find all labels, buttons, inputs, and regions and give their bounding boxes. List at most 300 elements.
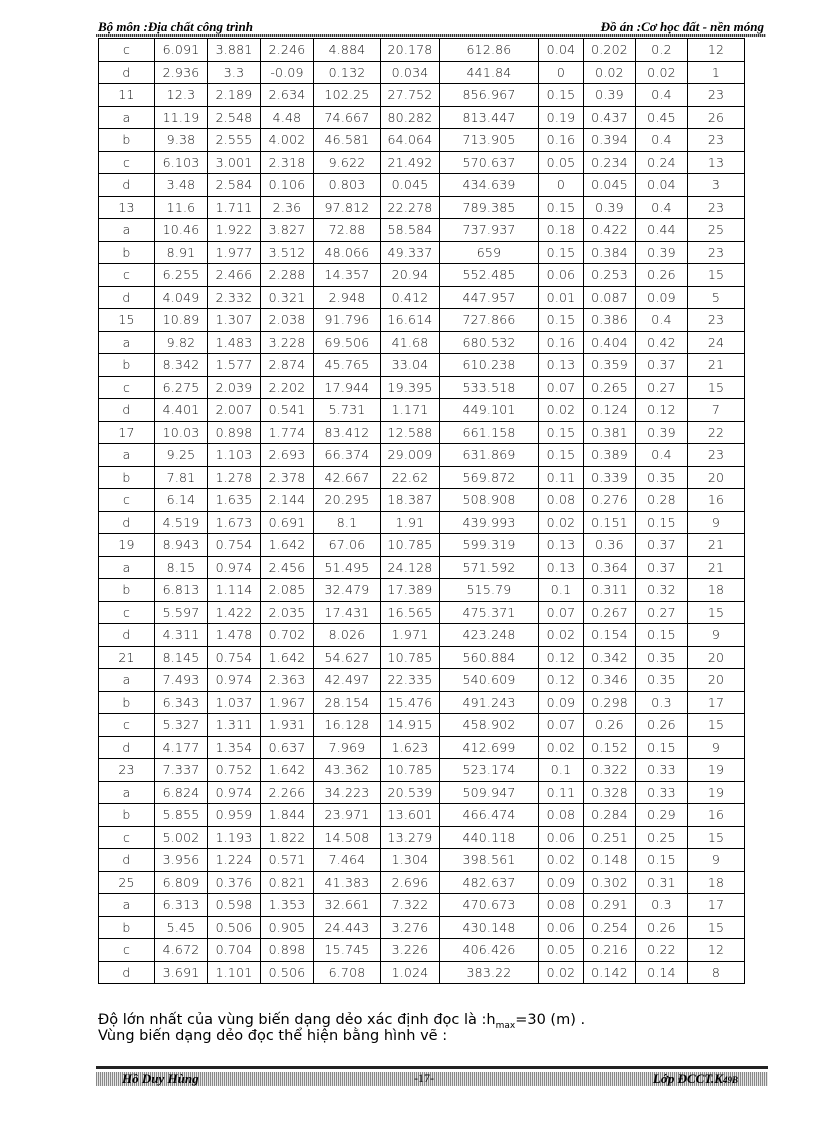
table-cell: c [99,826,155,849]
table-cell: 0.39 [636,241,688,264]
table-cell: 0.11 [539,781,584,804]
table-cell: 0.234 [584,151,636,174]
table-cell: 18 [688,579,745,602]
table-cell: 16 [688,489,745,512]
table-cell: 610.238 [440,354,539,377]
table-cell: 51.495 [314,556,381,579]
table-cell: 7.322 [381,894,440,917]
table-cell: 0.26 [636,714,688,737]
table-cell: 54.627 [314,646,381,669]
table-cell: 0.571 [261,849,314,872]
table-cell: 66.374 [314,444,381,467]
table-cell: 0.4 [636,84,688,107]
table-cell: 1.922 [208,219,261,242]
table-cell: 1.977 [208,241,261,264]
table-cell: 0.291 [584,894,636,917]
table-cell: 0.02 [539,624,584,647]
table-cell: 0.44 [636,219,688,242]
table-cell: 0.412 [381,286,440,309]
table-cell: 447.957 [440,286,539,309]
table-cell: 0.02 [636,61,688,84]
table-cell: c [99,714,155,737]
table-cell: 17.431 [314,601,381,624]
note-max-zone-text: Độ lớn nhất của vùng biến dạng dẻo xác định đọc là :h [98,1012,496,1028]
table-cell: 0.598 [208,894,261,917]
table-cell: 9.25 [155,444,208,467]
table-cell: 9 [688,736,745,759]
table-cell: b [99,466,155,489]
table-cell: 0.07 [539,601,584,624]
table-cell: 15 [688,714,745,737]
table-row [99,174,745,197]
table-cell: 27.752 [381,84,440,107]
table-cell: 540.609 [440,669,539,692]
table-cell: 6.824 [155,781,208,804]
table-cell: 0.148 [584,849,636,872]
table-cell: 9 [688,849,745,872]
table-row [99,106,745,129]
table-cell: 12.588 [381,421,440,444]
table-cell: 17.944 [314,376,381,399]
table-cell: 2.288 [261,264,314,287]
table-cell: 0.311 [584,579,636,602]
table-cell: c [99,376,155,399]
table-row [99,489,745,512]
table-cell: 0.07 [539,376,584,399]
table-cell: 1.103 [208,444,261,467]
table-cell: 5.597 [155,601,208,624]
table-cell: 458.902 [440,714,539,737]
table-cell: 0.08 [539,894,584,917]
table-cell: 0.302 [584,871,636,894]
table-cell: 0.15 [636,624,688,647]
table-cell: 16 [688,804,745,827]
table-row [99,759,745,782]
table-cell: 10.89 [155,309,208,332]
table-cell: 6.255 [155,264,208,287]
table-cell: 8.342 [155,354,208,377]
table-cell: a [99,556,155,579]
table-cell: 18.387 [381,489,440,512]
table-cell: 0.4 [636,444,688,467]
table-cell: 0.132 [314,61,381,84]
table-cell: 523.174 [440,759,539,782]
table-cell: 34.223 [314,781,381,804]
table-row [99,826,745,849]
table-cell: 0.322 [584,759,636,782]
table-cell: 0.15 [539,444,584,467]
table-cell: 737.937 [440,219,539,242]
table-row [99,961,745,984]
table-cell: 15.476 [381,691,440,714]
table-row [99,556,745,579]
table-row [99,624,745,647]
table-cell: 0.4 [636,309,688,332]
table-cell: 0.16 [539,129,584,152]
table-cell: 1.171 [381,399,440,422]
table-cell: 631.869 [440,444,539,467]
table-cell: 0.15 [539,241,584,264]
table-cell: 439.993 [440,511,539,534]
table-cell: 0.298 [584,691,636,714]
header-project: Đồ án :Cơ học đất - nền móng [600,19,764,34]
table-cell: 43.362 [314,759,381,782]
table-cell: c [99,939,155,962]
table-cell: 0.151 [584,511,636,534]
table-cell: 406.426 [440,939,539,962]
table-cell: 0.12 [636,399,688,422]
table-cell: 0.39 [584,196,636,219]
table-cell: 0.35 [636,646,688,669]
table-cell: 72.88 [314,219,381,242]
table-cell: 0.08 [539,489,584,512]
table-cell: 2.246 [261,39,314,62]
table-cell: 15 [99,309,155,332]
table-cell: 20.295 [314,489,381,512]
table-cell: 0.898 [208,421,261,444]
table-cell: 0.754 [208,534,261,557]
table-cell: 13.601 [381,804,440,827]
table-cell: 0.974 [208,669,261,692]
table-cell: 0 [539,61,584,84]
table-cell: 0.42 [636,331,688,354]
table-cell: 0.342 [584,646,636,669]
table-cell: 0.04 [539,39,584,62]
table-cell: 0.087 [584,286,636,309]
table-cell: 2.363 [261,669,314,692]
table-cell: 4.049 [155,286,208,309]
table-cell: 0.702 [261,624,314,647]
table-cell: 533.518 [440,376,539,399]
table-cell: 23 [688,309,745,332]
table-row [99,331,745,354]
table-cell: 449.101 [440,399,539,422]
table-cell: d [99,511,155,534]
table-cell: 41.383 [314,871,381,894]
table-cell: 0.16 [539,331,584,354]
table-cell: 22.335 [381,669,440,692]
table-cell: 0.284 [584,804,636,827]
table-cell: 1.478 [208,624,261,647]
table-cell: 434.639 [440,174,539,197]
table-cell: 0.404 [584,331,636,354]
table-cell: 0.15 [636,849,688,872]
table-cell: 2.693 [261,444,314,467]
table-cell: 0.02 [539,511,584,534]
table-cell: 42.497 [314,669,381,692]
table-cell: 2.696 [381,871,440,894]
table-row [99,354,745,377]
table-cell: 69.506 [314,331,381,354]
page-footer [96,1066,768,1088]
table-cell: d [99,61,155,84]
table-cell: 0.381 [584,421,636,444]
table-cell: 9.622 [314,151,381,174]
table-cell: 0 [539,174,584,197]
table-cell: 0.27 [636,376,688,399]
table-cell: 1.193 [208,826,261,849]
table-cell: 15 [688,601,745,624]
table-cell: 1.353 [261,894,314,917]
table-cell: 1.774 [261,421,314,444]
table-row [99,646,745,669]
table-cell: 0.394 [584,129,636,152]
table-cell: 0.106 [261,174,314,197]
table-cell: 67.06 [314,534,381,557]
table-cell: 0.31 [636,871,688,894]
table-row [99,871,745,894]
table-cell: 20 [688,669,745,692]
table-cell: 3.3 [208,61,261,84]
table-row [99,241,745,264]
table-cell: 5 [688,286,745,309]
table-cell: 16.128 [314,714,381,737]
table-cell: d [99,624,155,647]
table-row [99,466,745,489]
table-cell: d [99,399,155,422]
table-cell: 569.872 [440,466,539,489]
table-cell: 3.956 [155,849,208,872]
table-cell: 0.328 [584,781,636,804]
table-cell: 21.492 [381,151,440,174]
table-cell: 0.28 [636,489,688,512]
table-cell: 1.971 [381,624,440,647]
table-cell: 599.319 [440,534,539,557]
table-cell: 1.673 [208,511,261,534]
table-cell: 4.177 [155,736,208,759]
table-cell: 0.321 [261,286,314,309]
table-cell: a [99,219,155,242]
footer-class-main: Lớp ĐCCT.K [652,1071,723,1086]
table-cell: 58.584 [381,219,440,242]
table-cell: 1.483 [208,331,261,354]
table-cell: 0.959 [208,804,261,827]
table-cell: b [99,241,155,264]
table-cell: a [99,331,155,354]
table-cell: 1.304 [381,849,440,872]
table-cell: 1.635 [208,489,261,512]
table-row [99,804,745,827]
table-cell: 22.62 [381,466,440,489]
table-cell: 17 [99,421,155,444]
table-cell: 1.931 [261,714,314,737]
table-cell: 3 [688,174,745,197]
table-cell: c [99,601,155,624]
table-cell: 0.1 [539,759,584,782]
table-cell: 0.422 [584,219,636,242]
table-cell: 0.01 [539,286,584,309]
table-row [99,601,745,624]
table-cell: 2.039 [208,376,261,399]
table-cell: 20 [688,646,745,669]
table-cell: 15 [688,916,745,939]
table-cell: 3.228 [261,331,314,354]
table-cell: 74.667 [314,106,381,129]
table-cell: d [99,849,155,872]
table-cell: 17 [688,691,745,714]
table-cell: 11 [99,84,155,107]
table-cell: 0.124 [584,399,636,422]
table-cell: 14.357 [314,264,381,287]
table-cell: 2.36 [261,196,314,219]
table-cell: 0.45 [636,106,688,129]
header-department: Bộ môn :Địa chất công trình [98,19,253,34]
table-cell: 3.512 [261,241,314,264]
table-cell: b [99,129,155,152]
table-cell: 18 [688,871,745,894]
table-cell: c [99,39,155,62]
table-cell: 20.94 [381,264,440,287]
table-cell: 9 [688,624,745,647]
table-cell: 0.04 [636,174,688,197]
footer-rule [96,1066,768,1069]
table-cell: 2.874 [261,354,314,377]
table-cell: 0.898 [261,939,314,962]
table-cell: 0.12 [539,669,584,692]
table-cell: 48.066 [314,241,381,264]
table-cell: 0.13 [539,354,584,377]
table-cell: 21 [688,354,745,377]
table-cell: 17.389 [381,579,440,602]
table-cell: 423.248 [440,624,539,647]
table-row [99,39,745,62]
table-cell: 5.327 [155,714,208,737]
table-cell: 383.22 [440,961,539,984]
table-cell: 3.001 [208,151,261,174]
table-cell: 0.37 [636,556,688,579]
table-cell: 8.1 [314,511,381,534]
table-cell: d [99,286,155,309]
table-cell: 0.4 [636,196,688,219]
table-cell: 2.035 [261,601,314,624]
table-cell: a [99,781,155,804]
header-rule [96,34,766,37]
table-cell: 0.506 [208,916,261,939]
table-cell: 0.752 [208,759,261,782]
table-cell: 2.266 [261,781,314,804]
table-cell: 6.313 [155,894,208,917]
table-cell: 4.884 [314,39,381,62]
table-cell: 2.038 [261,309,314,332]
table-cell: 20 [688,466,745,489]
table-row [99,669,745,692]
table-cell: 2.634 [261,84,314,107]
table-cell: 91.796 [314,309,381,332]
table-cell: 1.577 [208,354,261,377]
note-figure: Vùng biến dạng dẻo đọc thể hiện bằng hình vẽ : [98,1028,448,1044]
table-cell: b [99,691,155,714]
table-cell: 12 [688,39,745,62]
table-cell: 2.332 [208,286,261,309]
table-cell: 2.548 [208,106,261,129]
results-table [98,38,745,984]
table-cell: 6.809 [155,871,208,894]
table-cell: 659 [440,241,539,264]
table-cell: 11.19 [155,106,208,129]
table-cell: a [99,106,155,129]
table-cell: 5.45 [155,916,208,939]
table-cell: 1.642 [261,759,314,782]
table-cell: 2.189 [208,84,261,107]
table-cell: 28.154 [314,691,381,714]
table-cell: 17 [688,894,745,917]
table-row [99,264,745,287]
table-cell: 0.25 [636,826,688,849]
table-cell: 2.085 [261,579,314,602]
table-cell: c [99,489,155,512]
table-cell: 20.539 [381,781,440,804]
table-cell: c [99,264,155,287]
table-cell: 1.822 [261,826,314,849]
table-cell: 8.943 [155,534,208,557]
table-cell: 0.15 [636,511,688,534]
table-cell: 6.14 [155,489,208,512]
table-row [99,511,745,534]
table-cell: 0.26 [636,264,688,287]
table-cell: 6.708 [314,961,381,984]
table-cell: 22.278 [381,196,440,219]
table-cell: 0.15 [636,736,688,759]
table-cell: 0.202 [584,39,636,62]
table-cell: 19.395 [381,376,440,399]
table-cell: 0.39 [636,421,688,444]
table-cell: -0.09 [261,61,314,84]
table-cell: 2.378 [261,466,314,489]
table-cell: 2.936 [155,61,208,84]
table-cell: 0.13 [539,534,584,557]
table-row [99,714,745,737]
table-cell: 0.384 [584,241,636,264]
table-cell: 3.226 [381,939,440,962]
table-cell: 2.144 [261,489,314,512]
table-cell: 0.24 [636,151,688,174]
table-cell: 19 [688,781,745,804]
table-cell: 482.637 [440,871,539,894]
table-cell: 23 [688,129,745,152]
table-cell: 0.22 [636,939,688,962]
table-cell: b [99,916,155,939]
table-cell: c [99,151,155,174]
table-cell: 0.06 [539,826,584,849]
table-cell: 9.82 [155,331,208,354]
table-cell: 4.48 [261,106,314,129]
table-cell: 0.691 [261,511,314,534]
table-cell: 26 [688,106,745,129]
table-cell: 430.148 [440,916,539,939]
table-cell: 2.948 [314,286,381,309]
table-cell: 0.359 [584,354,636,377]
table-cell: 15.745 [314,939,381,962]
table-cell: 0.02 [539,961,584,984]
table-cell: 0.276 [584,489,636,512]
table-cell: 0.265 [584,376,636,399]
table-cell: 13 [688,151,745,174]
table-cell: 10.46 [155,219,208,242]
table-cell: 0.974 [208,556,261,579]
table-cell: 0.08 [539,804,584,827]
table-row [99,894,745,917]
table-cell: 0.09 [636,286,688,309]
table-row [99,399,745,422]
table-cell: 0.389 [584,444,636,467]
table-cell: 1.642 [261,534,314,557]
table-row [99,219,745,242]
table-cell: 45.765 [314,354,381,377]
table-cell: 2.202 [261,376,314,399]
table-row [99,421,745,444]
table-cell: 412.699 [440,736,539,759]
table-cell: 0.09 [539,691,584,714]
